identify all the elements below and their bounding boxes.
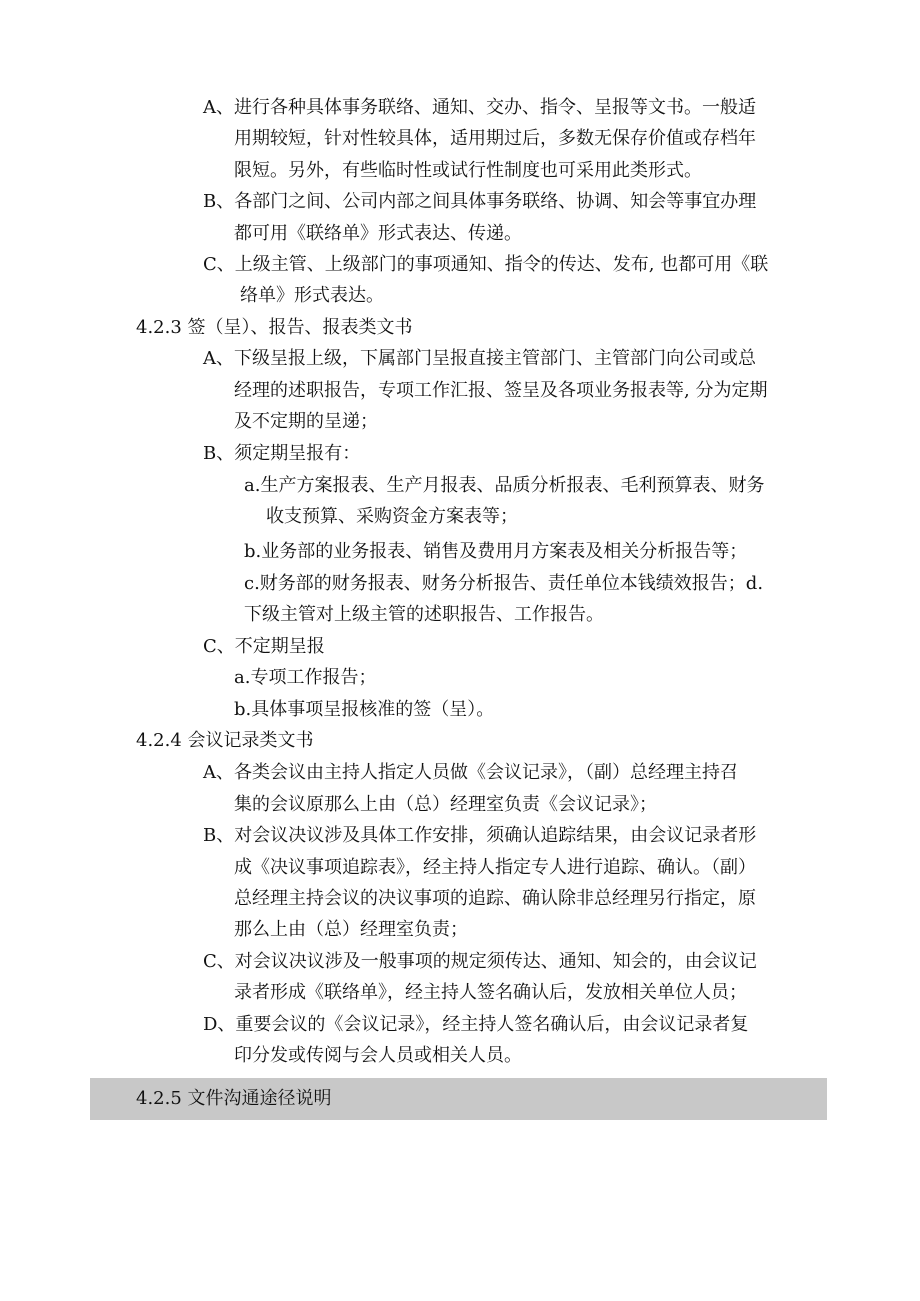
text-line: B、各部门之间、公司内部之间具体事务联络、协调、知会等事宜办理 — [203, 191, 757, 212]
text-line: 及不定期的呈递； — [234, 411, 378, 432]
text-line: B、对会议决议涉及具体工作安排，须确认追踪结果，由会议记录者形 — [203, 825, 757, 846]
text-line: 总经理主持会议的决议事项的追踪、确认除非总经理另行指定，原 — [234, 888, 756, 909]
section-heading: 4.2.4 会议记录类文书 — [136, 730, 314, 751]
text-line: a.生产方案报表、生产月报表、品质分析报表、毛利预算表、财务 — [244, 475, 765, 496]
text-line: a.专项工作报告； — [234, 667, 377, 688]
text-line: c.财务部的财务报表、财务分析报告、责任单位本钱绩效报告；d. — [244, 573, 764, 594]
text-line: C、上级主管、上级部门的事项通知、指令的传达、发布, 也都可用《联 — [203, 254, 769, 275]
text-line: 络单》形式表达。 — [240, 285, 384, 306]
text-line: C、对会议决议涉及一般事项的规定须传达、通知、知会的，由会议记 — [203, 951, 757, 972]
text-line: 都可用《联络单》形式表达、传递。 — [234, 223, 522, 244]
text-line: 用期较短，针对性较具体，适用期过后，多数无保存价值或存档年 — [234, 128, 756, 149]
text-line: A、下级呈报上级，下属部门呈报直接主管部门、主管部门向公司或总 — [203, 348, 756, 369]
text-line: 印分发或传阅与会人员或相关人员。 — [234, 1045, 522, 1066]
text-line: 下级主管对上级主管的述职报告、工作报告。 — [244, 604, 604, 625]
text-line: 录者形成《联络单》，经主持人签名确认后，发放相关单位人员； — [234, 982, 747, 1003]
text-line: 经理的述职报告，专项工作汇报、签呈及各项业务报表等, 分为定期 — [234, 380, 768, 401]
text-line: 集的会议原那么上由（总）经理室负责《会议记录》； — [234, 794, 657, 815]
section-heading-band — [90, 1078, 827, 1120]
text-line: 成《决议事项追踪表》，经主持人指定专人进行追踪、确认。（副） — [234, 857, 756, 878]
text-line: A、进行各种具体事务联络、通知、交办、指令、呈报等文书。一般适 — [203, 97, 756, 118]
text-line: 收支预算、采购资金方案表等； — [266, 506, 518, 527]
text-line: A、各类会议由主持人指定人员做《会议记录》，（副）总经理主持召 — [203, 762, 738, 783]
text-line: 那么上由（总）经理室负责； — [234, 919, 468, 940]
text-line: b.具体事项呈报核准的签（呈）。 — [234, 699, 495, 720]
text-line: D、重要会议的《会议记录》，经主持人签名确认后，由会议记录者复 — [203, 1014, 749, 1035]
text-line: C、不定期呈报 — [203, 636, 325, 657]
text-line: 限短。另外，有些临时性或试行性制度也可采用此类形式。 — [234, 160, 702, 181]
section-heading: 4.2.5 文件沟通途径说明 — [136, 1088, 332, 1109]
text-line: B、须定期呈报有： — [203, 443, 361, 464]
text-line: b.业务部的业务报表、销售及费用月方案表及相关分析报告等； — [244, 541, 748, 562]
section-heading: 4.2.3 签（呈）、报告、报表类文书 — [136, 317, 413, 338]
